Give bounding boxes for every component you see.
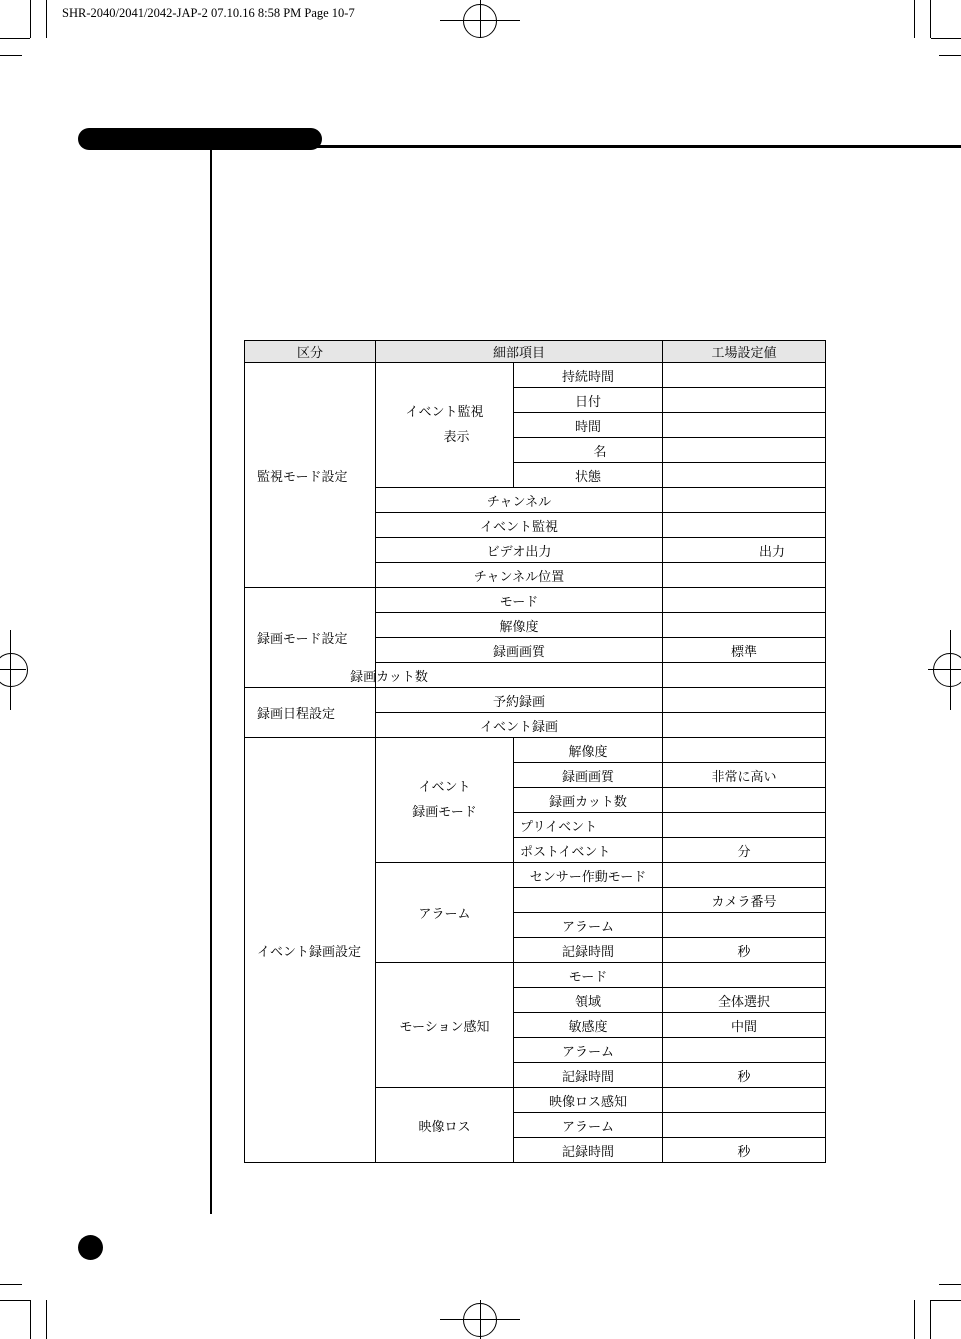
value-post-event: 分 bbox=[663, 838, 826, 863]
item-record-quality: 録画画質 bbox=[376, 638, 663, 663]
item-area: 領域 bbox=[514, 988, 663, 1013]
item-blank bbox=[514, 888, 663, 913]
value-video-output: 出力 bbox=[663, 538, 826, 563]
item-date: 日付 bbox=[514, 388, 663, 413]
value-cell bbox=[663, 463, 826, 488]
item-post-event: ポストイベント bbox=[514, 838, 663, 863]
item-record-time: 記録時間 bbox=[514, 1138, 663, 1163]
category-record-schedule: 録画日程設定 bbox=[245, 688, 376, 738]
value-videoloss-time: 秒 bbox=[663, 1138, 826, 1163]
value-cell bbox=[663, 713, 826, 738]
item-record-quality: 録画画質 bbox=[514, 763, 663, 788]
item-time: 時間 bbox=[514, 413, 663, 438]
table-row bbox=[245, 738, 826, 763]
item-pre-event: プリイベント bbox=[514, 813, 663, 838]
value-cell bbox=[663, 613, 826, 638]
margin-rule bbox=[210, 148, 212, 1214]
item-mode: モード bbox=[514, 963, 663, 988]
value-cell bbox=[663, 1038, 826, 1063]
value-cell bbox=[663, 488, 826, 513]
value-sensitivity: 中間 bbox=[663, 1013, 826, 1038]
category-event-record: イベント録画設定 bbox=[245, 738, 376, 1163]
header-rule bbox=[300, 145, 961, 148]
value-cell bbox=[663, 1113, 826, 1138]
item-scheduled-record: 予約録画 bbox=[376, 688, 663, 713]
item-mode: モード bbox=[376, 588, 663, 613]
alarm-group: アラーム bbox=[376, 863, 514, 963]
item-event-record: イベント録画 bbox=[376, 713, 663, 738]
factory-settings-table bbox=[244, 340, 826, 1163]
item-video-loss-detect: 映像ロス感知 bbox=[514, 1088, 663, 1113]
value-cell bbox=[663, 788, 826, 813]
value-cell bbox=[663, 963, 826, 988]
video-loss-group: 映像ロス bbox=[376, 1088, 514, 1163]
table-row bbox=[245, 363, 826, 388]
item-alarm: アラーム bbox=[514, 913, 663, 938]
value-cell bbox=[663, 863, 826, 888]
motion-group: モーション感知 bbox=[376, 963, 514, 1088]
item-video-output: ビデオ出力 bbox=[376, 538, 663, 563]
value-area: 全体選択 bbox=[663, 988, 826, 1013]
item-record-time: 記録時間 bbox=[514, 938, 663, 963]
value-cell bbox=[663, 563, 826, 588]
item-resolution: 解像度 bbox=[376, 613, 663, 638]
value-cell bbox=[663, 363, 826, 388]
value-cell bbox=[663, 438, 826, 463]
item-record-cut-count: 録画カット数 bbox=[514, 788, 663, 813]
print-header: SHR-2040/2041/2042-JAP-2 07.10.16 8:58 PM Page 10-7 bbox=[62, 6, 355, 20]
value-cell bbox=[663, 813, 826, 838]
item-sensor-mode: センサー作動モード bbox=[514, 863, 663, 888]
value-cell bbox=[663, 513, 826, 538]
value-cell bbox=[663, 588, 826, 613]
value-event-quality: 非常に高い bbox=[663, 763, 826, 788]
value-cell bbox=[663, 913, 826, 938]
event-record-mode-group: イベント 録画モード bbox=[376, 738, 514, 863]
value-cell bbox=[663, 413, 826, 438]
value-cell bbox=[663, 688, 826, 713]
header-factory-value: 工場設定値 bbox=[663, 341, 826, 363]
item-sensitivity: 敏感度 bbox=[514, 1013, 663, 1038]
item-event-monitor: イベント監視 bbox=[376, 513, 663, 538]
item-duration: 持続時間 bbox=[514, 363, 663, 388]
header-category: 区分 bbox=[245, 341, 376, 363]
event-display-group: イベント監視 表示 bbox=[376, 363, 514, 488]
value-cell bbox=[663, 1088, 826, 1113]
table-row bbox=[245, 588, 826, 613]
item-record-time: 記録時間 bbox=[514, 1063, 663, 1088]
table-header-row bbox=[245, 341, 826, 363]
item-name: 名 bbox=[514, 438, 663, 463]
value-cell bbox=[663, 738, 826, 763]
value-camera-number: カメラ番号 bbox=[663, 888, 826, 913]
header-detail: 細部項目 bbox=[376, 341, 663, 363]
category-monitor-mode: 監視モード設定 bbox=[245, 363, 376, 588]
value-cell bbox=[663, 388, 826, 413]
item-channel-position: チャンネル位置 bbox=[376, 563, 663, 588]
value-alarm-time: 秒 bbox=[663, 938, 826, 963]
section-tab-bar bbox=[78, 128, 322, 150]
item-status: 状態 bbox=[514, 463, 663, 488]
value-record-quality: 標準 bbox=[663, 638, 826, 663]
category-record-mode: 録画モード設定 bbox=[245, 588, 376, 688]
value-cell bbox=[663, 663, 826, 688]
item-resolution: 解像度 bbox=[514, 738, 663, 763]
value-motion-time: 秒 bbox=[663, 1063, 826, 1088]
item-alarm: アラーム bbox=[514, 1038, 663, 1063]
page-number-dot bbox=[78, 1235, 103, 1260]
item-record-cut-count: 録画カット数 bbox=[376, 663, 663, 688]
item-alarm: アラーム bbox=[514, 1113, 663, 1138]
table-row bbox=[245, 688, 826, 713]
item-channel: チャンネル bbox=[376, 488, 663, 513]
